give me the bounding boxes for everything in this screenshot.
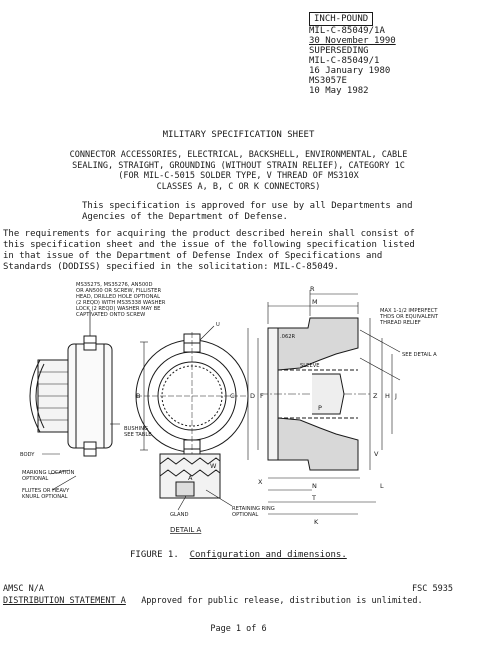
dim-d: D: [250, 392, 256, 400]
detail-a-label: DETAIL A: [170, 526, 202, 534]
doc-header: [309, 26, 396, 96]
approval-line-2: Agencies of the Department of Defense.: [82, 212, 288, 222]
title-line-3: (FOR MIL-C-5015 SOLDER TYPE, V THREAD OF MS310X: [118, 171, 359, 181]
dim-f: F: [260, 392, 264, 400]
bushing-label-2: SEE TABLE: [124, 432, 152, 438]
req-line-4: Standards (DODISS) specified in the solicitation: MIL-C-85049.: [3, 262, 339, 272]
figure-caption: [130, 550, 347, 561]
retaining-label-2: OPTIONAL: [232, 512, 259, 518]
amsc-label: AMSC N/A: [3, 584, 44, 594]
superseding-label: SUPERSEDING: [309, 46, 369, 56]
flutes-label-1: FLUTES OR HEAVY: [22, 488, 70, 494]
dim-m: M: [312, 298, 318, 306]
distribution-statement: [3, 596, 475, 607]
dim-p: P: [318, 404, 322, 412]
retaining-label-1: RETAINING RING: [232, 506, 275, 512]
marking-label-1: MARKING LOCATION: [22, 470, 75, 476]
req-line-2: this specification sheet and the issue of the following specification listed: [3, 240, 415, 250]
dim-v: V: [374, 450, 379, 458]
req-line-1: The requirements for acquiring the product described herein shall consist of: [3, 229, 415, 239]
requirements-paragraph: [3, 229, 473, 273]
sheet-title: MILITARY SPECIFICATION SHEET: [162, 130, 315, 140]
sleeve-label: SLEEVE: [300, 363, 320, 369]
distribution-label: DISTRIBUTION STATEMENT A: [3, 596, 126, 606]
marking-label-2: OPTIONAL: [22, 476, 49, 482]
doc-date: 30 November 1990: [309, 36, 396, 46]
title-line-2: SEALING, STRAIGHT, GROUNDING (WITHOUT STRAIN RELIEF), CATEGORY 1C: [72, 160, 405, 171]
figure-drawing: [0, 278, 477, 548]
gland-label: GLAND: [170, 512, 189, 518]
dim-u: U: [216, 322, 220, 328]
title-line-1: CONNECTOR ACCESSORIES, ELECTRICAL, BACKSHELL, ENVIRONMENTAL, CABLE: [69, 150, 408, 160]
flutes-label-2: KNURL OPTIONAL: [22, 494, 68, 500]
screw-note-5: LOCK (2 REQD) WASHER MAY BE: [76, 306, 161, 312]
dim-t: T: [312, 494, 316, 502]
doc-number: MIL-C-85049/1A: [309, 26, 385, 36]
figure-caption-prefix: FIGURE 1.: [130, 550, 179, 560]
dim-z: Z: [373, 392, 378, 400]
distribution-text: Approved for public release, distribution is unlimited.: [141, 596, 423, 606]
dim-a: A: [188, 474, 193, 482]
dim-c: C: [230, 392, 235, 400]
approval-line-1: This specification is approved for use by all Departments and: [82, 201, 413, 211]
title-line-4: CLASSES A, B, C OR K CONNECTORS): [156, 181, 321, 192]
superseded-date: 16 January 1980: [309, 66, 391, 76]
req-line-3: in that issue of the Department of Defense Index of Specifications and: [3, 251, 383, 261]
inch-pound-badge: [309, 6, 373, 25]
body-label: BODY: [20, 452, 35, 458]
see-detail-label: SEE DETAIL A: [402, 352, 437, 358]
dim-b: B: [136, 392, 141, 400]
fsc-label: FSC 5935: [412, 584, 453, 594]
superseded-ms: MS3057E: [309, 76, 347, 86]
superseded-doc: MIL-C-85049/1: [309, 56, 380, 66]
spec-title: [0, 150, 477, 192]
dim-l: L: [380, 482, 384, 490]
dim-r: R: [310, 285, 315, 293]
screw-note-3: HEAD, DRILLED HOLE OPTIONAL: [76, 294, 160, 300]
thread-relief-1: MAX 1-1/2 IMPERFECT: [380, 308, 438, 314]
thread-relief-3: THREAD RELIEF: [380, 320, 421, 326]
figure-caption-text: Configuration and dimensions.: [189, 550, 347, 560]
dim-j: J: [395, 392, 397, 400]
backshell-side-view: [30, 310, 112, 456]
screw-note-2: OR AN500 OR SCREW, FILLISTER: [76, 288, 162, 294]
superseded-ms-date: 10 May 1982: [309, 86, 369, 96]
dim-h: H: [385, 392, 390, 400]
thread-relief-2: THDS OR EQUIVALENT: [380, 314, 439, 320]
screw-note-4: (2 REQD) WITH MS35338 WASHER: [76, 300, 166, 306]
badge-text: INCH-POUND: [309, 12, 373, 26]
dim-n: N: [312, 482, 317, 490]
detail-a-drawing: [160, 454, 232, 510]
approval-statement: [82, 201, 413, 223]
page-number: Page 1 of 6: [210, 624, 267, 634]
backshell-front-view: [136, 326, 248, 474]
bushing-label-1: BUSHING: [124, 426, 148, 432]
dim-k: K: [314, 518, 319, 526]
screw-note-1: MS35275, MS35276, AN500D: [76, 282, 153, 288]
backshell-section-view: [248, 290, 400, 514]
screw-note-6: CAPTIVATED ONTO SCREW: [76, 312, 146, 318]
dim-w: W: [210, 462, 217, 470]
radius-label: .062R: [280, 334, 296, 340]
dim-x: X: [258, 478, 263, 486]
